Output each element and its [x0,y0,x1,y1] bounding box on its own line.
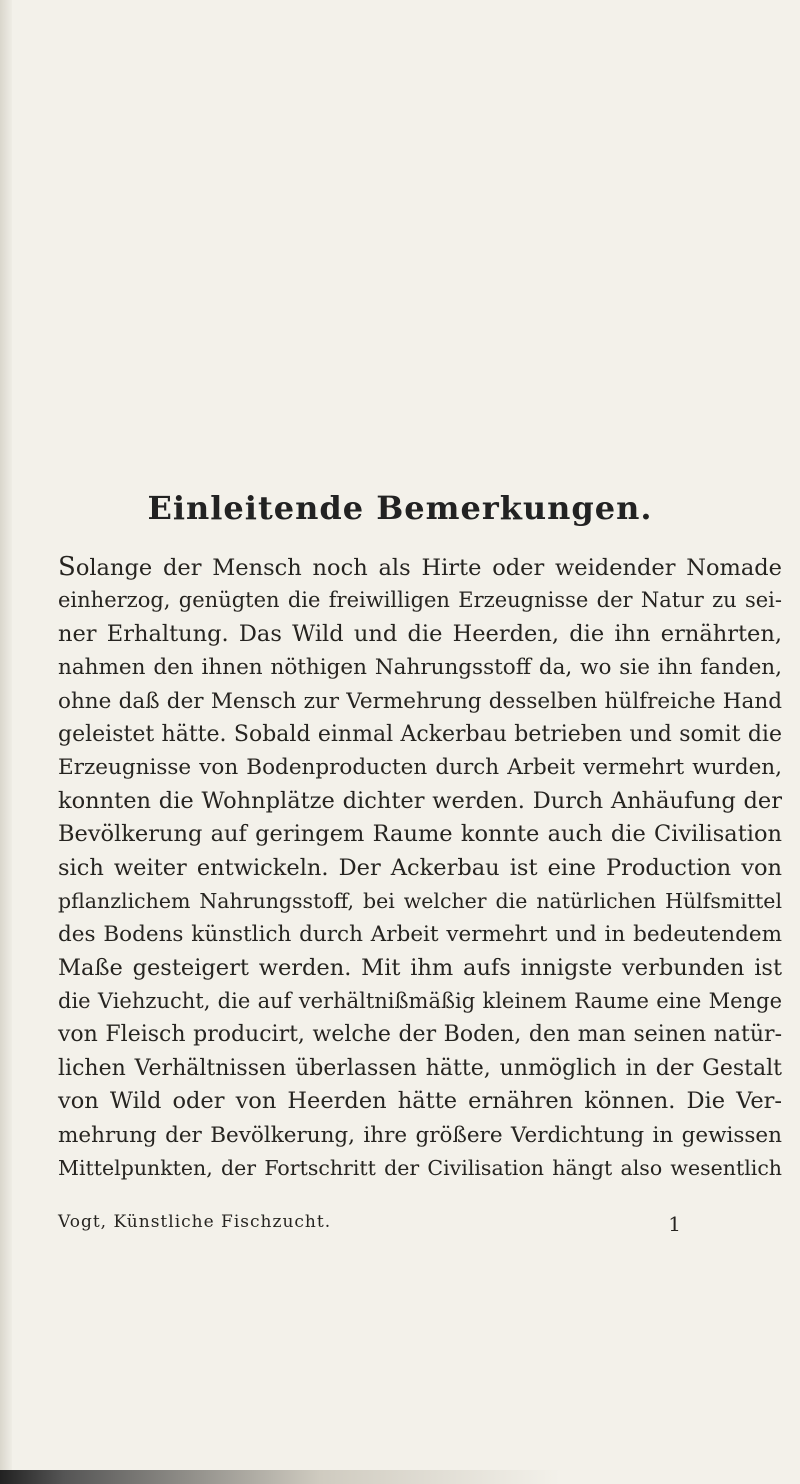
page-footer [58,1212,782,1236]
text-line: die Viehzucht, die auf verhältnißmäßig kleinem Raume eine Menge [58,989,782,1014]
page-number: 1 [668,1212,682,1236]
footer-signature: Vogt, Künstliche Fischzucht. [58,1212,332,1232]
text-line: sich weiter entwickeln. Der Ackerbau ist eine Production von [58,854,782,881]
text-line: Mittelpunkten, der Fortschritt der Civilisation hängt also wesentlich [58,1156,782,1181]
text-line: geleistet hätte. Sobald einmal Ackerbau betrieben und somit die [58,721,782,747]
text-line: mehrung der Bevölkerung, ihre größere Verdichtung in gewissen [58,1122,782,1148]
page-heading: Einleitende Bemerkungen. [147,489,653,528]
text-line: von Fleisch producirt, welche der Boden, den man seinen natür- [58,1022,782,1048]
text-line: konnten die Wohnplätze dichter werden. Durch Anhäufung der [58,787,782,814]
text-line: von Wild oder von Heerden hätte ernähren können. Die Ver- [58,1088,782,1115]
text-line: ohne daß der Mensch zur Vermehrung desselben hülfreiche Hand [58,688,782,714]
text-line: Erzeugnisse von Bodenproducten durch Arbeit vermehrt wurden, [58,755,782,781]
text-line: des Bodens künstlich durch Arbeit vermehrt und in bedeutendem [58,922,782,948]
text-line: Solange der Mensch noch als Hirte oder weidender Nomade [58,552,782,582]
page-edge-shadow [0,0,12,1484]
text-line: Bevölkerung auf geringem Raume konnte auch die Civilisation [58,821,782,848]
text-line: einherzog, genügten die freiwilligen Erzeugnisse der Natur zu sei- [58,588,782,613]
text-line: ner Erhaltung. Das Wild und die Heerden, die ihn ernährten, [58,620,782,647]
text-line: Maße gesteigert werden. Mit ihm aufs innigste verbunden ist [58,954,782,981]
text-line: pflanzlichem Nahrungsstoff, bei welcher die natürlichen Hülfsmittel [58,888,782,913]
scan-bottom-edge [0,1470,800,1484]
body-text [58,551,782,1185]
text-line: nahmen den ihnen nöthigen Nahrungsstoff da, wo sie ihn fanden, [58,655,782,681]
text-line: lichen Verhältnissen überlassen hätte, unmöglich in der Gestalt [58,1055,782,1081]
